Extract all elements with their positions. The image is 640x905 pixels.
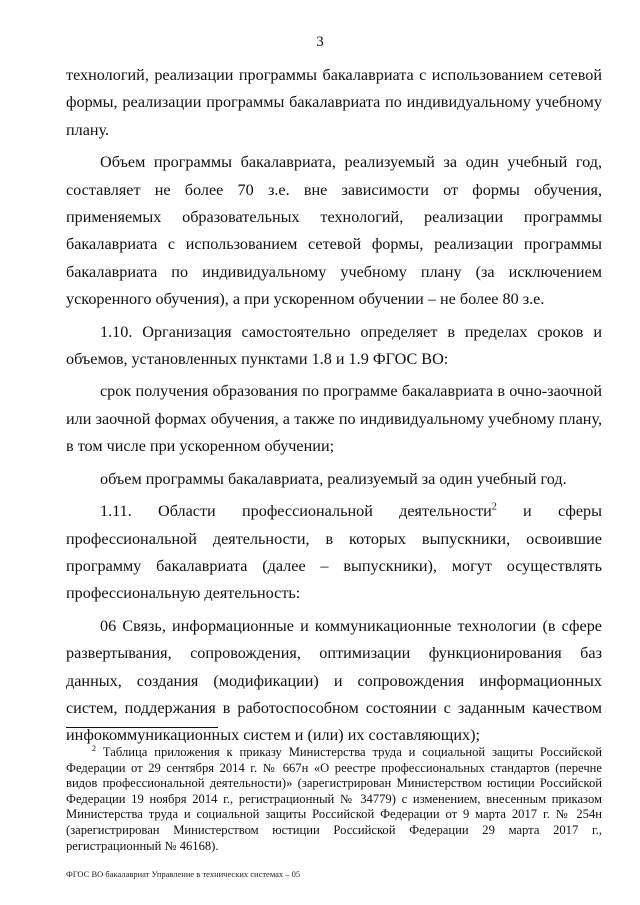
paragraph-study-period: срок получения образования по программе бакалавриата в очно-заочной или заочной формах обучения, а также по индивидуальному учебному плану, в том числе при ускоренном обучении;	[66, 382, 602, 456]
paragraph-volume-per-year: Объем программы бакалавриата, реализуемый за один учебный год, составляет не более 70 з.е. вне зависимости от формы обучения, применяемых образовательных технологий, реализации программы бакалавриата с использованием сетевой формы, реализации программы бакалавриата по индивидуальному учебному плану (за исключением ускоренного обучения), а при ускоренном обучении – не более 80 з.е.	[66, 153, 602, 309]
document-footer: ФГОС ВО бакалавриат Управление в технических системах – 05	[66, 869, 301, 879]
footnote-mark: 2	[92, 743, 96, 753]
footnote	[66, 745, 602, 854]
paragraph-clause-1-11	[66, 498, 602, 608]
footnote-reference[interactable]: 2	[491, 501, 497, 513]
clause-1-11-text-rest: и сферы профессиональной деятельности, в которых выпускники, освоившие программу бакалавриата (далее – выпускники), могут осуществлять профессиональную деятельность:	[66, 502, 602, 603]
paragraph-annual-volume: объем программы бакалавриата, реализуемый за один учебный год.	[100, 469, 567, 488]
page-number: 3	[316, 34, 324, 50]
paragraph-continuation: технологий, реализации программы бакалавриата с использованием сетевой формы, реализации программы бакалавриата по индивидуальному учебному плану.	[66, 66, 602, 139]
paragraph-area-06: 06 Связь, информационные и коммуникационные технологии (в сфере развертывания, сопровождения, оптимизации функционирования баз данных, создания (модификации) и сопровождения информационных систем, поддержания в работоспособном состоянии с заданным качеством инфокоммуникационных систем и (или) их составляющих);	[66, 616, 602, 745]
footnote-text: Таблица приложения к приказу Министерства труда и социальной защиты Российской Федерации от 29 сентября 2014 г. № 667н «О реестре профессиональных стандартов (перечне видов профессиональной деятельности)» (зарегистрирован Министерством юстиции Российской Федерации 19 ноября 2014 г., регистрационный № 34779) с изменением, внесенным приказом Министерства труда и социальной защиты Российской Федерации от 9 марта 2017 г. № 254н (зарегистрирован Министерством юстиции Российской Федерации 29 марта 2017 г., регистрационный № 46168).	[66, 745, 602, 853]
clause-1-11-text: 1.11. Области профессиональной деятельности	[100, 502, 492, 521]
footnote-separator	[66, 727, 218, 728]
paragraph-clause-1-10: 1.10. Организация самостоятельно определяет в пределах сроков и объемов, установленных пунктами 1.8 и 1.9 ФГОС ВО:	[66, 322, 602, 369]
document-body	[66, 62, 602, 750]
